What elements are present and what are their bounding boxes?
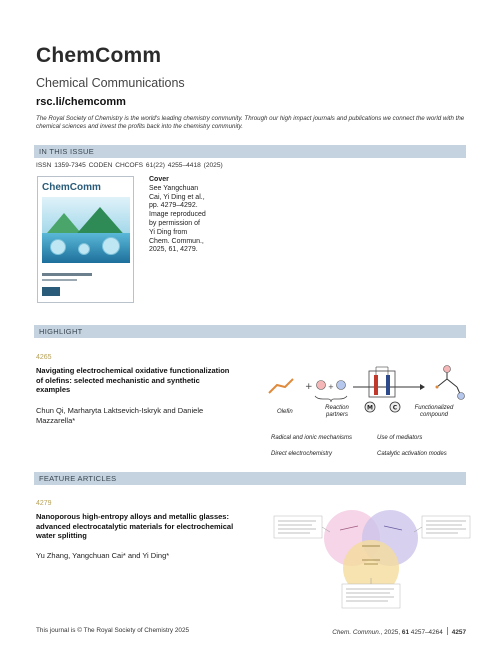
footer-volume: 61 [401,629,410,636]
electrode-red [374,375,378,395]
highlight-article-title[interactable]: Navigating electrochemical oxidative functionalization of olefins: selected mechanistic and synthetic examples [36,366,230,394]
section-bar-feature-articles: FEATURE ARTICLES [34,472,466,485]
footer-year: , 2025, [380,629,402,636]
rsc-logo-icon [42,287,60,296]
svg-text:+: + [328,383,334,391]
journal-subtitle: Chemical Communications [36,76,185,90]
cover-text-line [42,279,77,281]
cover-caption-line: Cai, Yi Ding et al., [149,193,205,201]
copyright-footer: This journal is © The Royal Society of Chemistry 2025 [36,627,190,634]
feature-item: Use of mediators [377,435,423,441]
issn-line: ISSN 1359-7345 CODEN CHCOFS 61(22) 4255–4418 (2025) [36,162,223,169]
reaction-partners-label: Reaction partners [325,405,349,418]
cover-caption-line: Chem. Commun., [149,237,204,245]
olefin-structure [269,379,293,393]
rsc-blurb: The Royal Society of Chemistry is the world's leading chemistry community. Through our high impact journals and publications we connect the world with the chemical sciences and invest the profits back into the chemistry community. [36,115,465,130]
cover-text-line [42,273,92,276]
highlight-toc-graphic [265,365,475,465]
cover-caption-line: Yi Ding from [149,228,188,236]
journal-url-link[interactable]: rsc.li/chemcomm [36,96,126,108]
venn-textbox [274,516,322,538]
electrode-blue [386,375,390,395]
footer-journal: Chem. Commun. [332,629,381,636]
cover-caption-line: by permission of [149,219,200,227]
catalyst-label: C [392,404,398,412]
mediator-label: M [367,404,373,412]
venn-diagram [272,502,472,610]
citation-footer [332,627,466,636]
highlight-page-number[interactable]: 4265 [36,354,52,361]
feature-article-title[interactable]: Nanoporous high-entropy alloys and metallic glasses: advanced electrocatalytic materials for electrochemical water splitting [36,512,234,540]
footer-page-number: 4257 [451,629,466,636]
section-bar-highlight: HIGHLIGHT [34,325,466,338]
electrochemical-cell [369,371,395,397]
cover-caption [149,176,229,255]
venn-textbox [342,584,400,608]
product-blue-group [458,393,465,400]
olefin-label: Olefin [277,409,293,415]
partner-blue-circle [337,381,346,390]
cover-brand: ChemComm [42,182,101,193]
feature-toc-graphic [272,502,472,610]
cover-caption-line: 2025, 61, 4279. [149,246,198,254]
cover-caption-head: Cover [149,176,169,183]
cover-bubble [50,239,66,255]
cover-caption-line: Image reproduced [149,211,206,219]
section-bar-in-this-issue: IN THIS ISSUE [34,145,466,158]
footer-separator [447,627,448,635]
venn-textbox [422,516,470,538]
svg-text:+: + [305,382,313,392]
cover-bubble [102,237,120,255]
cover-bubble [78,243,90,255]
feature-item: Catalytic activation modes [377,451,447,457]
feature-page-number[interactable]: 4279 [36,500,52,507]
highlight-article-authors: Chun Qi, Marharyta Laktsevich-Iskryk and Daniele Mazzarella* [36,406,204,425]
cover-image[interactable] [37,176,134,303]
arrowhead-icon [420,384,425,390]
feature-item: Radical and ionic mechanisms [271,435,353,441]
journal-brand: ChemComm [36,44,162,67]
partner-red-circle [317,381,326,390]
cover-caption-line: pp. 4279–4292. [149,202,198,210]
product-red-group [444,366,451,373]
footer-pages: 4257–4264 [409,629,443,636]
feature-item: Direct electrochemistry [271,451,333,457]
cover-caption-line: See Yangchuan [149,184,199,192]
feature-article-authors: Yu Zhang, Yangchuan Cai* and Yi Ding* [36,551,170,560]
product-chain [436,386,439,389]
functionalized-compound-label: Functionalized compound [414,405,454,418]
partner-brace [315,396,347,402]
